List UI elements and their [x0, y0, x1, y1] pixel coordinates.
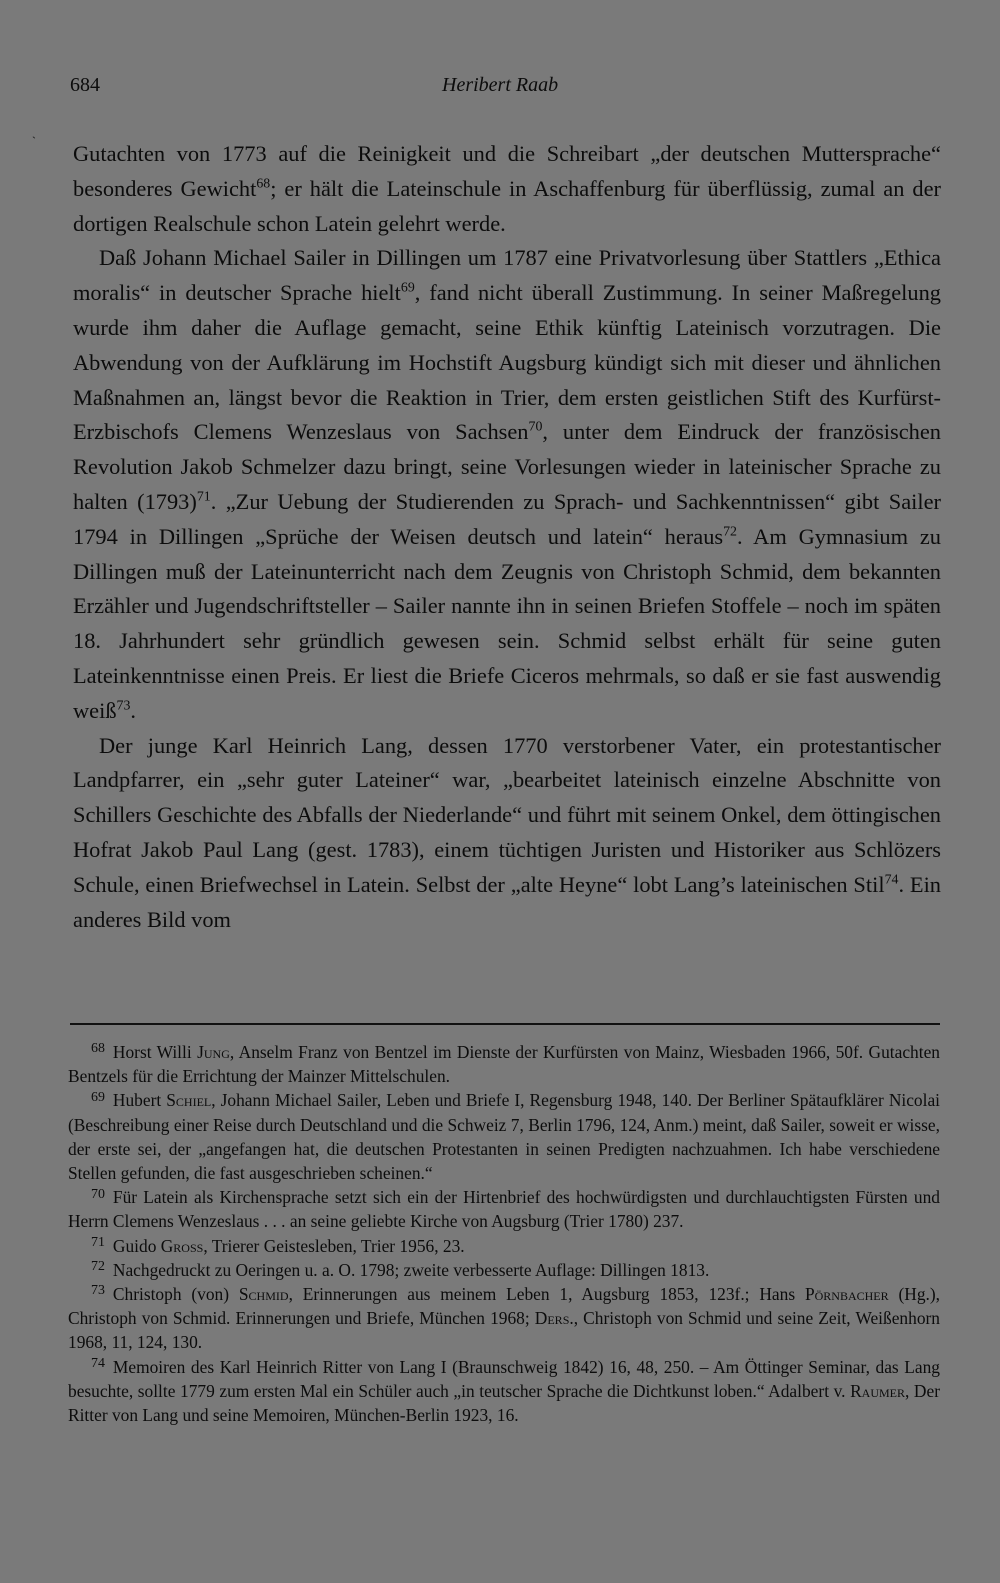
- text-run: Der junge Karl Heinrich Lang, dessen 1770 verstorbener Vater, ein protestantischer Landpfarrer, ein „sehr guter Lateiner“ war, „bearbeitet lateinisch einzelne Abschnitte von Schillers Geschichte des Abfalls der Niederlande“ und führt mit seinem Onkel, dem öttingischen Hofrat Jakob Paul Lang (gest. 1783), einem tüchtigen Juristen und Historiker aus Schlözers Schule, einen Briefwechsel in Latein. Selbst der „alte Heyne“ lobt Lang’s lateinischen Stil: [73, 732, 941, 897]
- text-run: , Erinnerungen aus meinem Leben 1, Augsburg 1853, 123f.; Hans: [288, 1284, 805, 1305]
- text-run: .: [130, 697, 137, 723]
- footnote: [68, 1185, 940, 1233]
- text-run: , fand nicht überall Zustimmung. In seiner Maßregelung wurde ihm daher die Auflage gemacht, seine Ethik künftig Lateinisch vorzutragen. Die Abwendung von der Aufklärung im Hochstift Augsburg kündigt sich mit dieser und ähnlichen Maßnahmen an, längst bevor die Reaktion in Trier, dem ersten geistlichen Stift des Kurfürst-Erzbischofs Clemens Wenzeslaus von Sachsen: [73, 280, 941, 445]
- text-run: , Trierer Geistesleben, Trier 1956, 23.: [203, 1235, 465, 1256]
- footnote-reference: 74: [884, 872, 899, 888]
- footnote-reference: 71: [196, 489, 211, 505]
- text-run: Horst Willi: [112, 1042, 198, 1062]
- footnote-number: 72: [91, 1259, 105, 1275]
- author-name: Jung: [197, 1042, 230, 1062]
- text-run: Memoiren des Karl Heinrich Ritter von Lang I (Braunschweig 1842) 16, 48, 250. – Am Öttinger Seminar, das Lang besuchte, sollte 1779 zum ersten Mal ein Schüler auch „in teutscher Sprache die Dichtkunst loben.“ Adalbert v.: [68, 1356, 940, 1401]
- author-name: Schiel: [166, 1090, 212, 1111]
- text-run: Für Latein als Kirchensprache setzt sich ein der Hirtenbrief des hochwürdigsten und durchlauchtigsten Fürsten und Herrn Clemens Wenzeslaus . . . an seine geliebte Kirche von Augsburg (Trier 1780) 237.: [68, 1187, 940, 1232]
- text-run: Hubert: [112, 1090, 167, 1111]
- text-run: . Ein anderes Bild vom: [73, 871, 941, 932]
- footnote-reference: 72: [723, 524, 737, 540]
- footnote-number: 68: [91, 1041, 105, 1057]
- page-header: [70, 74, 940, 104]
- body-paragraph: [73, 729, 941, 938]
- scan-mark: `: [32, 134, 36, 148]
- footnote-number: 69: [91, 1089, 105, 1105]
- footnote: [68, 1234, 940, 1258]
- text-run: , Der Ritter von Lang und seine Memoiren, München-Berlin 1923, 16.: [68, 1380, 941, 1426]
- text-run: Gutachten von 1773 auf die Reinigkeit und die Schreibart „der deutschen Muttersprache“ besonderes Gewicht: [73, 141, 941, 201]
- author-name: Pörnbacher: [804, 1284, 889, 1305]
- text-run: Guido: [112, 1235, 161, 1256]
- text-run: (Hg.), Christoph von Schmid. Erinnerungen und Briefe, München 1968;: [68, 1284, 941, 1329]
- footnote: [68, 1040, 940, 1088]
- body-text: [73, 137, 941, 937]
- text-run: , Anselm Franz von Bentzel im Dienste der Kurfürsten von Mainz, Wiesbaden 1966, 50f. Gutachten Bentzels für die Errichtung der Mainzer Mittelschulen.: [68, 1042, 941, 1087]
- footnote-number: 70: [91, 1186, 105, 1202]
- text-run: , Johann Michael Sailer, Leben und Briefe I, Regensburg 1948, 140. Der Berliner Spätaufklärer Nicolai (Beschreibung einer Reise durch Deutschland und die Schweiz 7, Berlin 1796, 124, Anm.) meint, daß Sailer, soweit er wisse, der erste sei, der „angefangen hat, die deutschen Protestanten in seinen Predigten nachzuahmen. Ich habe verschiedene Stellen gefunden, die fast ausgeschrieben scheinen.“: [68, 1090, 941, 1184]
- text-run: , unter dem Eindruck der französischen Revolution Jakob Schmelzer dazu bringt, seine Vorlesungen wieder in lateinischer Sprache zu halten (1793): [73, 419, 941, 514]
- footnote-rule: [70, 1023, 940, 1025]
- body-paragraph: [73, 241, 941, 728]
- author-name: Schmid: [238, 1284, 289, 1305]
- footnote-number: 71: [91, 1235, 105, 1251]
- footnote-reference: 70: [528, 419, 543, 435]
- footnote-number: 73: [91, 1283, 105, 1299]
- text-run: . Am Gymnasium zu Dillingen muß der Lateinunterricht nach dem Zeugnis von Christoph Schmid, dem bekannten Erzähler und Jugendschriftsteller – Sailer nannte ihn in seinen Briefen Stoffele – noch im späten 18. Jahrhundert sehr gründlich gewesen sein. Schmid selbst erhält für seine guten Lateinkenntnisse einen Preis. Er liest die Briefe Ciceros mehrmals, so daß er sie fast auswendig weiß: [73, 523, 941, 723]
- author-name: Ders: [534, 1308, 570, 1329]
- text-run: ; er hält die Lateinschule in Aschaffenburg für überflüssig, zumal an der dortigen Realschule schon Latein gelehrt werde.: [73, 175, 942, 236]
- body-paragraph: [73, 137, 941, 241]
- author-name: Gross: [160, 1235, 204, 1256]
- footnote: [68, 1258, 940, 1282]
- text-run: Nachgedruckt zu Oeringen u. a. O. 1798; zweite verbesserte Auflage: Dillingen 1813.: [112, 1259, 710, 1280]
- text-run: Christoph (von): [112, 1284, 239, 1305]
- text-run: ., Christoph von Schmid und seine Zeit, Weißenhorn 1968, 11, 124, 130.: [68, 1308, 940, 1353]
- footnote: [68, 1088, 940, 1185]
- text-run: Daß Johann Michael Sailer in Dillingen um 1787 eine Privatvorlesung über Stattlers „Ethica moralis“ in deutscher Sprache hielt: [73, 245, 941, 306]
- text-run: . „Zur Uebung der Studierenden zu Sprach- und Sachkenntnissen“ gibt Sailer 1794 in Dillingen „Sprüche der Weisen deutsch und latein“ heraus: [73, 488, 941, 549]
- author-name: Raumer: [850, 1380, 906, 1401]
- footnote-reference: 73: [116, 698, 131, 714]
- footnotes: [68, 1040, 940, 1427]
- footnote-number: 74: [91, 1356, 105, 1372]
- page-number: 684: [70, 74, 100, 96]
- footnote: [68, 1355, 940, 1428]
- footnote-reference: 68: [256, 176, 271, 192]
- footnote-reference: 69: [400, 280, 415, 296]
- footnote: [68, 1282, 940, 1355]
- running-head: Heribert Raab: [442, 74, 559, 96]
